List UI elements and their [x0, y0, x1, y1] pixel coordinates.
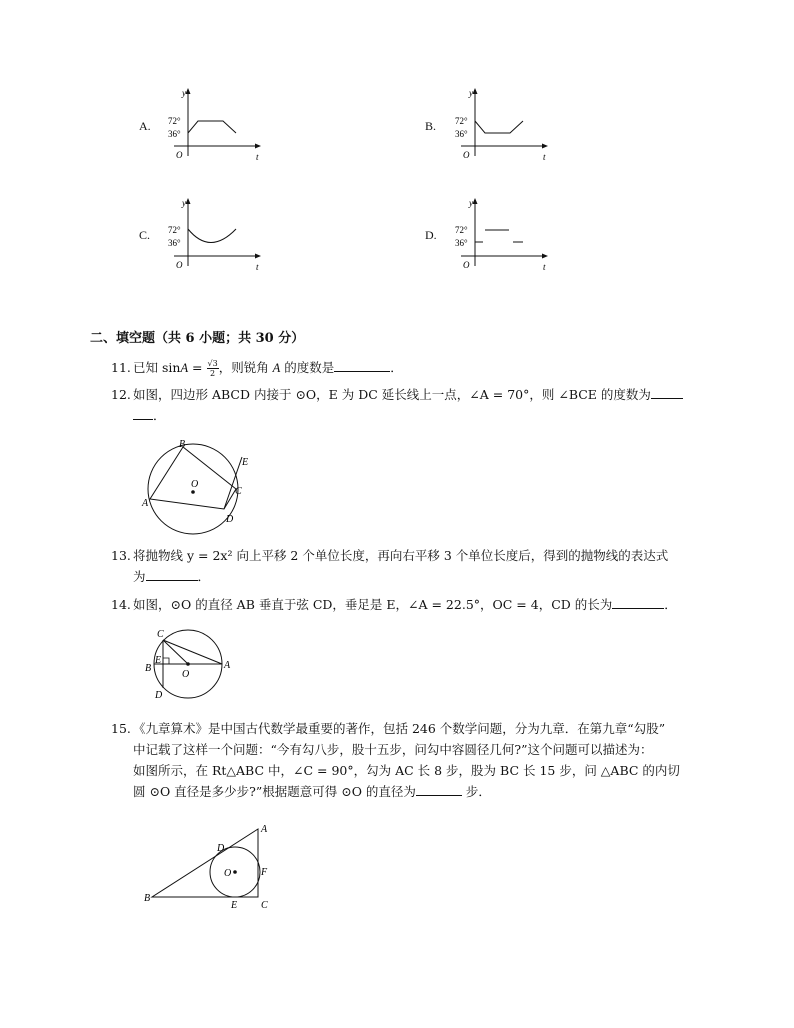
fraction: $\frac{√3}{2}$ — [207, 359, 218, 378]
graph-d — [447, 196, 557, 274]
figure-q15 — [140, 820, 280, 912]
svg-text:B: B — [145, 663, 152, 674]
svg-text:A: A — [224, 660, 231, 671]
svg-text:O: O — [224, 868, 232, 879]
question-15: 15. 《九章算术》是中国古代数学最重要的著作，包括 246 个数学问题，分为九章．在第九章“勾股” 中记载了这样一个问题：“今有勾八步，股十五步，问勾中容圆径几何?”这个问题可以描述为： 如图所示，在 Rt△ABC 中，∠C = 90°，勾为 AC 长 8 步，股为 BC 长 15 步，问 △ABC 的内切 圆 ⊙O 直径是多少步?”根据题意可得 ⊙O 的直径为 步． — [111, 718, 751, 802]
svg-text:B: B — [144, 893, 151, 904]
svg-text:C: C — [261, 900, 268, 911]
tick-36: 36° — [455, 238, 468, 248]
origin-label: O — [176, 150, 183, 160]
tick-36: 36° — [168, 238, 181, 248]
t-axis-label: t — [543, 262, 546, 272]
svg-text:E: E — [155, 655, 162, 666]
svg-text:C: C — [157, 629, 164, 640]
answer-blank[interactable] — [416, 781, 462, 796]
svg-text:O: O — [191, 479, 199, 490]
option-c-label: C. — [139, 228, 151, 242]
origin-label: O — [463, 150, 470, 160]
tick-36: 36° — [455, 129, 468, 139]
answer-blank[interactable] — [651, 384, 683, 399]
y-axis-label: y — [182, 198, 186, 208]
figure-q14 — [140, 626, 240, 702]
figure-q12 — [138, 438, 258, 538]
svg-text:D: D — [217, 843, 225, 854]
answer-blank[interactable] — [334, 357, 390, 372]
y-axis-label: y — [469, 88, 473, 98]
question-12: 12. 如图，四边形 ABCD 内接于 ⊙O，E 为 DC 延长线上一点，∠A = 70°，则 ∠BCE 的度数为 ． — [111, 384, 751, 426]
tick-72: 72° — [455, 225, 468, 235]
svg-text:E: E — [231, 900, 238, 911]
answer-blank[interactable] — [612, 594, 664, 609]
option-d-label: D. — [425, 228, 437, 242]
svg-text:D: D — [155, 690, 163, 701]
y-axis-label: y — [182, 88, 186, 98]
tick-36: 36° — [168, 129, 181, 139]
question-number: 11. — [111, 360, 131, 375]
t-axis-label: t — [256, 262, 259, 272]
svg-text:A: A — [261, 824, 268, 835]
question-11: 11. 已知 sinA = $\frac{√3}{2}$ ，则锐角 A 的度数是 ． — [111, 359, 403, 378]
tick-72: 72° — [455, 116, 468, 126]
section-title: 二、填空题（共 6 小题；共 30 分） — [90, 331, 305, 346]
option-b-label: B. — [425, 119, 437, 133]
option-a-label: A. — [139, 119, 151, 133]
question-number: 13. — [111, 548, 131, 563]
svg-text:F: F — [261, 867, 268, 878]
graph-a — [160, 86, 270, 164]
question-number: 12. — [111, 387, 131, 402]
svg-text:D: D — [226, 514, 234, 525]
svg-text:B: B — [179, 439, 186, 450]
y-axis-label: y — [469, 198, 473, 208]
svg-text:A: A — [142, 498, 149, 509]
tick-72: 72° — [168, 225, 181, 235]
question-14: 14. 如图，⊙O 的直径 AB 垂直于弦 CD，垂足是 E，∠A = 22.5°，OC = 4，CD 的长为 ． — [111, 594, 751, 615]
svg-text:O: O — [182, 669, 190, 680]
origin-label: O — [176, 260, 183, 270]
question-13: 13. 将抛物线 y = 2x² 向上平移 2 个单位长度，再向右平移 3 个单位长度后，得到的抛物线的表达式 为 ． — [111, 545, 751, 587]
question-number: 15. — [111, 721, 131, 736]
svg-text:C: C — [235, 486, 242, 497]
t-axis-label: t — [543, 152, 546, 162]
answer-blank-cont[interactable] — [133, 405, 153, 420]
origin-label: O — [463, 260, 470, 270]
answer-blank[interactable] — [146, 566, 198, 581]
tick-72: 72° — [168, 116, 181, 126]
graph-b — [447, 86, 557, 164]
svg-text:E: E — [242, 457, 249, 468]
graph-c — [160, 196, 270, 274]
t-axis-label: t — [256, 152, 259, 162]
question-number: 14. — [111, 597, 131, 612]
